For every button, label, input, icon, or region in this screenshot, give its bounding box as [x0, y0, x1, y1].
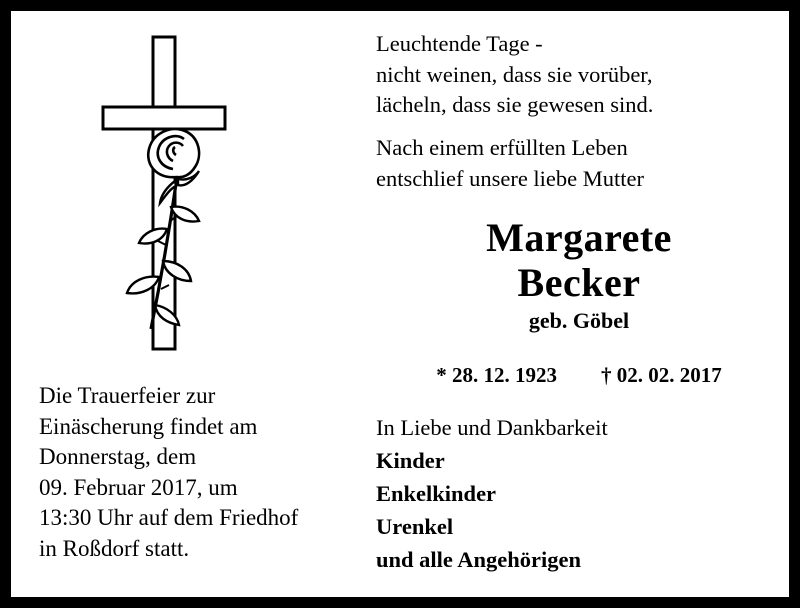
deceased-last-name: Becker [517, 259, 641, 305]
funeral-line: in Roßdorf statt. [39, 535, 190, 561]
mourner-line: Enkelkinder [376, 481, 497, 507]
funeral-line: 09. Februar 2017, um [39, 474, 238, 500]
funeral-line: Donnerstag, dem [39, 444, 197, 470]
funeral-line: Einäscherung findet am [39, 413, 258, 439]
deceased-name-block [369, 216, 789, 334]
mourners-heading: In Liebe und Dankbarkeit [376, 415, 608, 440]
deceased-maiden-name: geb. Göbel [528, 307, 630, 333]
cross-with-rose-icon [81, 29, 281, 359]
intro-line: entschlief unsere liebe Mutter [376, 165, 645, 191]
intro-text [376, 133, 791, 194]
notice-inner [11, 11, 789, 597]
mourner-line: Kinder [376, 448, 445, 474]
funeral-details [39, 381, 349, 564]
life-dates [369, 363, 789, 388]
death-date: † 02. 02. 2017 [601, 363, 722, 387]
right-column [369, 11, 789, 597]
memorial-verse [376, 29, 786, 121]
verse-line: nicht weinen, dass sie vorüber, [376, 61, 653, 87]
funeral-line: Die Trauerfeier zur [39, 383, 216, 408]
intro-line: Nach einem erfüllten Leben [376, 135, 628, 160]
mourner-line: und alle Angehörigen [376, 547, 582, 573]
deceased-first-name: Margarete [486, 215, 672, 260]
left-column [11, 11, 356, 597]
verse-line: lächeln, dass sie gewesen sind. [376, 92, 654, 118]
verse-line: Leuchtende Tage - [376, 31, 543, 56]
funeral-line: 13:30 Uhr auf dem Friedhof [39, 505, 299, 531]
mourner-line: Urenkel [376, 514, 454, 540]
mourners-block [376, 411, 786, 576]
birth-date: * 28. 12. 1923 [436, 363, 557, 387]
